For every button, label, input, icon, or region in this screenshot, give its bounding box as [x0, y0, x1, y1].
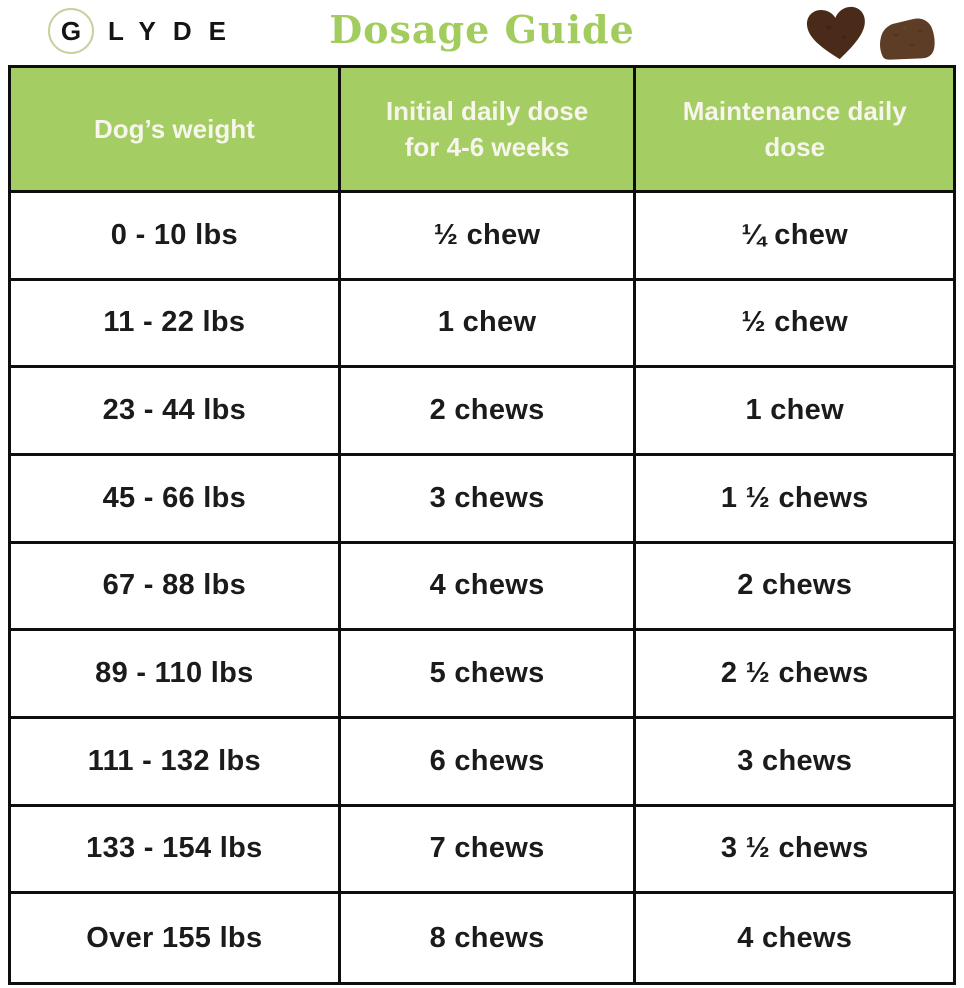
- maintenance-dose-cell: 4 chews: [737, 921, 853, 954]
- logo-g-circle: G: [48, 8, 94, 54]
- maintenance-dose-cell: 1 ½ chews: [636, 456, 953, 544]
- weight-cell: 0 - 10 lbs: [11, 193, 341, 281]
- initial-dose-cell: 2 chews: [341, 368, 637, 456]
- weight-cell: 111 - 132 lbs: [11, 719, 341, 807]
- initial-dose-cell: 6 chews: [341, 719, 637, 807]
- maintenance-dose-cell: 2 chews: [636, 544, 953, 632]
- maintenance-dose-cell: ½ chew: [636, 281, 953, 369]
- weight-cell: 45 - 66 lbs: [11, 456, 341, 544]
- weight-cell: 89 - 110 lbs: [11, 631, 341, 719]
- weight-cell: 11 - 22 lbs: [11, 281, 341, 369]
- maintenance-dose-cell: ¼ chew: [636, 193, 953, 281]
- dosage-table: [8, 65, 956, 985]
- initial-dose-cell: 4 chews: [341, 544, 637, 632]
- initial-dose-cell: 7 chews: [341, 807, 637, 895]
- initial-dose-cell: 5 chews: [341, 631, 637, 719]
- square-chew-icon: [872, 15, 944, 63]
- weight-cell: 133 - 154 lbs: [11, 807, 341, 895]
- chew-treats-illustration: [798, 2, 950, 62]
- maintenance-dose-cell: 2 ½ chews: [636, 631, 953, 719]
- weight-cell: Over 155 lbs: [11, 894, 341, 982]
- initial-dose-cell: 1 chew: [341, 281, 637, 369]
- maintenance-dose-cell: 3 chews: [636, 719, 953, 807]
- heart-chew-icon: [798, 4, 876, 62]
- weight-cell: 23 - 44 lbs: [11, 368, 341, 456]
- weight-cell: 67 - 88 lbs: [11, 544, 341, 632]
- column-header-maintenance-dose: Maintenance daily dose: [636, 68, 953, 193]
- page-title: Dosage Guide: [329, 7, 635, 52]
- maintenance-dose-cell: 3 ½ chews: [636, 807, 953, 895]
- initial-dose-cell: ½ chew: [341, 193, 637, 281]
- maintenance-dose-cell: 1 chew: [636, 368, 953, 456]
- column-header-dogs-weight: Dog’s weight: [11, 68, 341, 193]
- initial-dose-cell: 8 chews: [341, 894, 637, 982]
- logo-letters: LYDE: [108, 15, 243, 46]
- initial-dose-cell: 3 chews: [341, 456, 637, 544]
- column-header-initial-dose: Initial daily dose for 4-6 weeks: [341, 68, 637, 193]
- header: [0, 0, 964, 64]
